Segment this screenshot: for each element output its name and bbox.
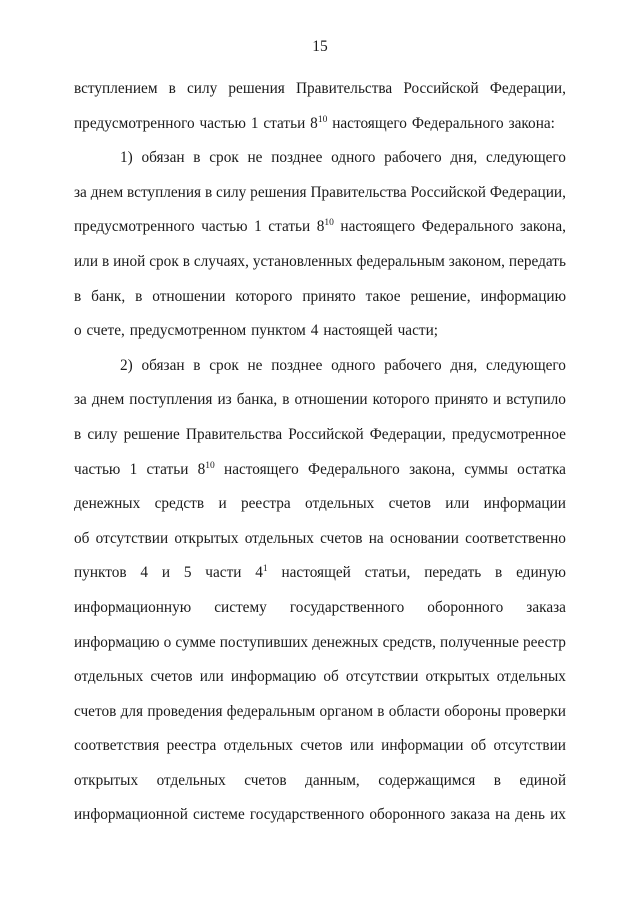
text-line: [74, 626, 566, 661]
word: отсутствии: [493, 737, 566, 755]
word: банка,: [236, 391, 278, 409]
word: в: [193, 149, 201, 167]
word: поступления: [129, 391, 213, 409]
word: заказа: [450, 806, 491, 824]
text-line: [74, 729, 566, 764]
word: денежных: [312, 633, 379, 651]
word: Правительства: [310, 183, 407, 201]
text-line: [74, 280, 566, 315]
word: в: [204, 183, 213, 201]
word: настоящего: [332, 114, 407, 132]
text-line: [74, 383, 566, 418]
word: Федерального: [421, 218, 514, 236]
word: в: [282, 391, 290, 409]
word: счетов: [300, 737, 343, 755]
word: отдельных: [74, 668, 144, 686]
word: содержащимся: [378, 771, 476, 789]
word: информационной: [74, 806, 188, 824]
word: статьи,: [364, 564, 411, 582]
word: закона:: [508, 114, 555, 132]
word: обороны: [444, 702, 502, 720]
word: на: [495, 806, 511, 824]
text-line: [74, 245, 566, 280]
word: и: [218, 495, 227, 513]
word: банк,: [91, 287, 126, 305]
text-line: [74, 798, 566, 833]
word: и: [161, 564, 171, 582]
word: о: [74, 322, 82, 340]
word: или: [199, 668, 224, 686]
superscript: 10: [324, 218, 334, 229]
word: счетов: [320, 529, 363, 547]
word: систему: [214, 598, 267, 616]
text-line: [74, 522, 566, 557]
word: силу: [216, 183, 247, 201]
word: Федерации,: [489, 80, 566, 97]
word: частью: [74, 460, 121, 478]
word: заказа: [526, 598, 566, 616]
word: федеральным: [226, 702, 316, 720]
word: средств: [154, 495, 205, 513]
word: отдельных: [223, 737, 293, 755]
word: принято: [434, 391, 489, 409]
word: законом,: [448, 252, 505, 270]
word: передать: [508, 252, 566, 270]
word: $8^{10}$: [316, 218, 334, 236]
word: открытых: [174, 529, 239, 547]
word: об: [323, 668, 339, 686]
word: оборонного: [427, 598, 504, 616]
word: или: [349, 737, 374, 755]
word: передать: [424, 564, 482, 582]
word: об: [74, 529, 90, 547]
word: информацию: [230, 668, 317, 686]
text-line: [74, 141, 566, 176]
word: $8^{10}$: [310, 114, 328, 132]
word: настоящего: [340, 218, 416, 236]
word: Федерального: [308, 460, 400, 478]
word: органом: [319, 702, 374, 720]
word: в: [135, 287, 143, 305]
word: в: [493, 771, 501, 789]
word: силу: [187, 80, 218, 97]
word: Российской: [288, 425, 364, 443]
word: реестра: [166, 737, 217, 755]
word: за: [74, 391, 87, 409]
word: из: [217, 391, 232, 409]
word: данным,: [305, 771, 360, 789]
word: статьи: [268, 218, 311, 236]
word: 1: [129, 460, 138, 478]
word: или: [74, 252, 99, 270]
word: 5: [183, 564, 192, 582]
word: открытых: [425, 668, 490, 686]
word: вступления: [127, 183, 202, 201]
word: для: [120, 702, 144, 720]
word: Федерального: [411, 114, 504, 132]
word: счетов: [150, 668, 193, 686]
word: отдельных: [156, 771, 226, 789]
word: в: [101, 252, 110, 270]
word: вступлением: [74, 80, 158, 97]
word: настоящего: [224, 460, 299, 478]
word: в: [377, 702, 385, 720]
word: системе: [193, 806, 245, 824]
word: их: [550, 806, 566, 824]
word: об: [470, 737, 487, 755]
word: рабочего: [384, 149, 442, 167]
word: вступило: [506, 391, 566, 409]
text-line: [74, 72, 566, 107]
word: суммы: [464, 460, 508, 478]
word: полученные: [440, 633, 519, 651]
document-body: [74, 72, 566, 833]
word: федеральным: [356, 252, 445, 270]
word: предусмотренного: [74, 114, 195, 132]
word: срок: [209, 149, 239, 167]
word: в: [193, 356, 201, 374]
text-line: [74, 210, 566, 245]
word: счете,: [86, 322, 125, 340]
text-line: [74, 107, 566, 142]
word: о: [163, 633, 172, 651]
word: предусмотренного: [74, 218, 195, 236]
word: единую: [516, 564, 566, 582]
word: днем: [91, 391, 125, 409]
text-line: [74, 349, 566, 384]
word: государственного: [289, 598, 405, 616]
word: денежных: [74, 495, 141, 513]
word: которого: [372, 391, 430, 409]
text-line: [74, 556, 566, 591]
word: следующего: [485, 356, 566, 374]
word: закона,: [520, 218, 566, 236]
word: открытых: [74, 771, 139, 789]
word: установленных: [252, 252, 353, 270]
word: части: [205, 564, 242, 582]
word: отсутствии: [345, 668, 419, 686]
word: реестра: [240, 495, 291, 513]
word: решения: [228, 80, 285, 97]
superscript: 1: [262, 564, 268, 575]
word: поступивших: [219, 633, 309, 651]
word: информационную: [74, 598, 192, 616]
text-line: [74, 453, 566, 488]
word: настоящей: [323, 322, 393, 340]
word: Правительства: [295, 80, 393, 97]
word: основании: [389, 529, 459, 547]
word: частью: [199, 114, 246, 132]
word: Федерации,: [489, 183, 566, 201]
word: Российской: [410, 183, 486, 201]
word: позднее: [271, 149, 323, 167]
word: предусмотренном: [129, 322, 247, 340]
word: оборонного: [369, 806, 446, 824]
word: статьи: [263, 114, 306, 132]
word: решения: [250, 183, 307, 201]
word: одного: [331, 356, 376, 374]
word: 4: [310, 322, 319, 340]
word: 4: [140, 564, 149, 582]
word: в: [74, 287, 82, 305]
text-line: [74, 314, 566, 349]
word: на: [368, 529, 384, 547]
word: позднее: [271, 356, 323, 374]
word: счетов: [244, 771, 287, 789]
word: в: [495, 564, 503, 582]
word: обязан: [141, 149, 185, 167]
word: проверки: [505, 702, 566, 720]
word: информации: [381, 737, 464, 755]
word: такое: [365, 287, 401, 305]
word: Правительства: [185, 425, 283, 443]
word: срок: [209, 356, 239, 374]
word: в: [168, 80, 176, 97]
word: остатка: [517, 460, 566, 478]
text-line: [74, 695, 566, 730]
text-line: [74, 591, 566, 626]
word: которого: [235, 287, 293, 305]
word: одного: [331, 149, 376, 167]
word: за: [74, 183, 87, 201]
word: день: [515, 806, 545, 824]
word: статьи: [146, 460, 189, 478]
word: отношении: [294, 391, 368, 409]
word: части;: [397, 322, 439, 340]
word: отдельных: [496, 668, 566, 686]
word: принято: [302, 287, 356, 305]
word: реестр: [523, 633, 566, 651]
word: в: [182, 252, 190, 270]
superscript: 10: [317, 114, 328, 125]
word: закона,: [409, 460, 456, 478]
word: решение: [123, 425, 180, 443]
word: днем: [90, 183, 124, 201]
word: отсутствии: [95, 529, 169, 547]
word: единой: [519, 771, 566, 789]
word: $8^{10}$: [197, 460, 215, 478]
word: рабочего: [384, 356, 442, 374]
word: области: [388, 702, 440, 720]
word: информацию: [74, 633, 160, 651]
word: информацию: [480, 287, 566, 305]
text-line: [74, 176, 566, 211]
word: информации: [483, 495, 566, 513]
word: дня,: [450, 149, 478, 167]
word: соответствия: [74, 737, 160, 755]
word: Российской: [403, 80, 479, 97]
text-line: [74, 764, 566, 799]
word: или: [445, 495, 470, 513]
word: $4^1$: [255, 564, 268, 582]
word: 1: [250, 114, 259, 132]
word: средств,: [382, 633, 436, 651]
word: 1): [120, 149, 133, 167]
word: соответственно: [465, 529, 566, 547]
word: дня,: [450, 356, 478, 374]
word: настоящей: [281, 564, 351, 582]
word: отдельных: [305, 495, 375, 513]
text-line: [74, 418, 566, 453]
word: и: [493, 391, 502, 409]
word: отношении: [152, 287, 226, 305]
word: Федерации,: [369, 425, 446, 443]
word: решение,: [410, 287, 471, 305]
word: следующего: [485, 149, 566, 167]
word: пунктом: [251, 322, 306, 340]
superscript: 10: [205, 460, 215, 471]
word: счетов: [388, 495, 431, 513]
word: не: [247, 149, 263, 167]
word: 2): [120, 356, 133, 374]
text-line: [74, 487, 566, 522]
word: срок: [149, 252, 179, 270]
word: обязан: [141, 356, 185, 374]
page-number: 15: [312, 38, 328, 55]
word: предусмотренное: [451, 425, 566, 443]
text-line: [74, 660, 566, 695]
word: государственного: [249, 806, 365, 824]
word: отдельных: [244, 529, 314, 547]
word: силу: [87, 425, 118, 443]
word: частью: [201, 218, 248, 236]
word: пунктов: [74, 564, 127, 582]
word: 1: [254, 218, 262, 236]
word: сумме: [175, 633, 216, 651]
word: счетов: [74, 702, 117, 720]
word: иной: [113, 252, 146, 270]
word: в: [74, 425, 82, 443]
word: проведения: [147, 702, 223, 720]
word: случаях,: [193, 252, 249, 270]
word: не: [247, 356, 263, 374]
